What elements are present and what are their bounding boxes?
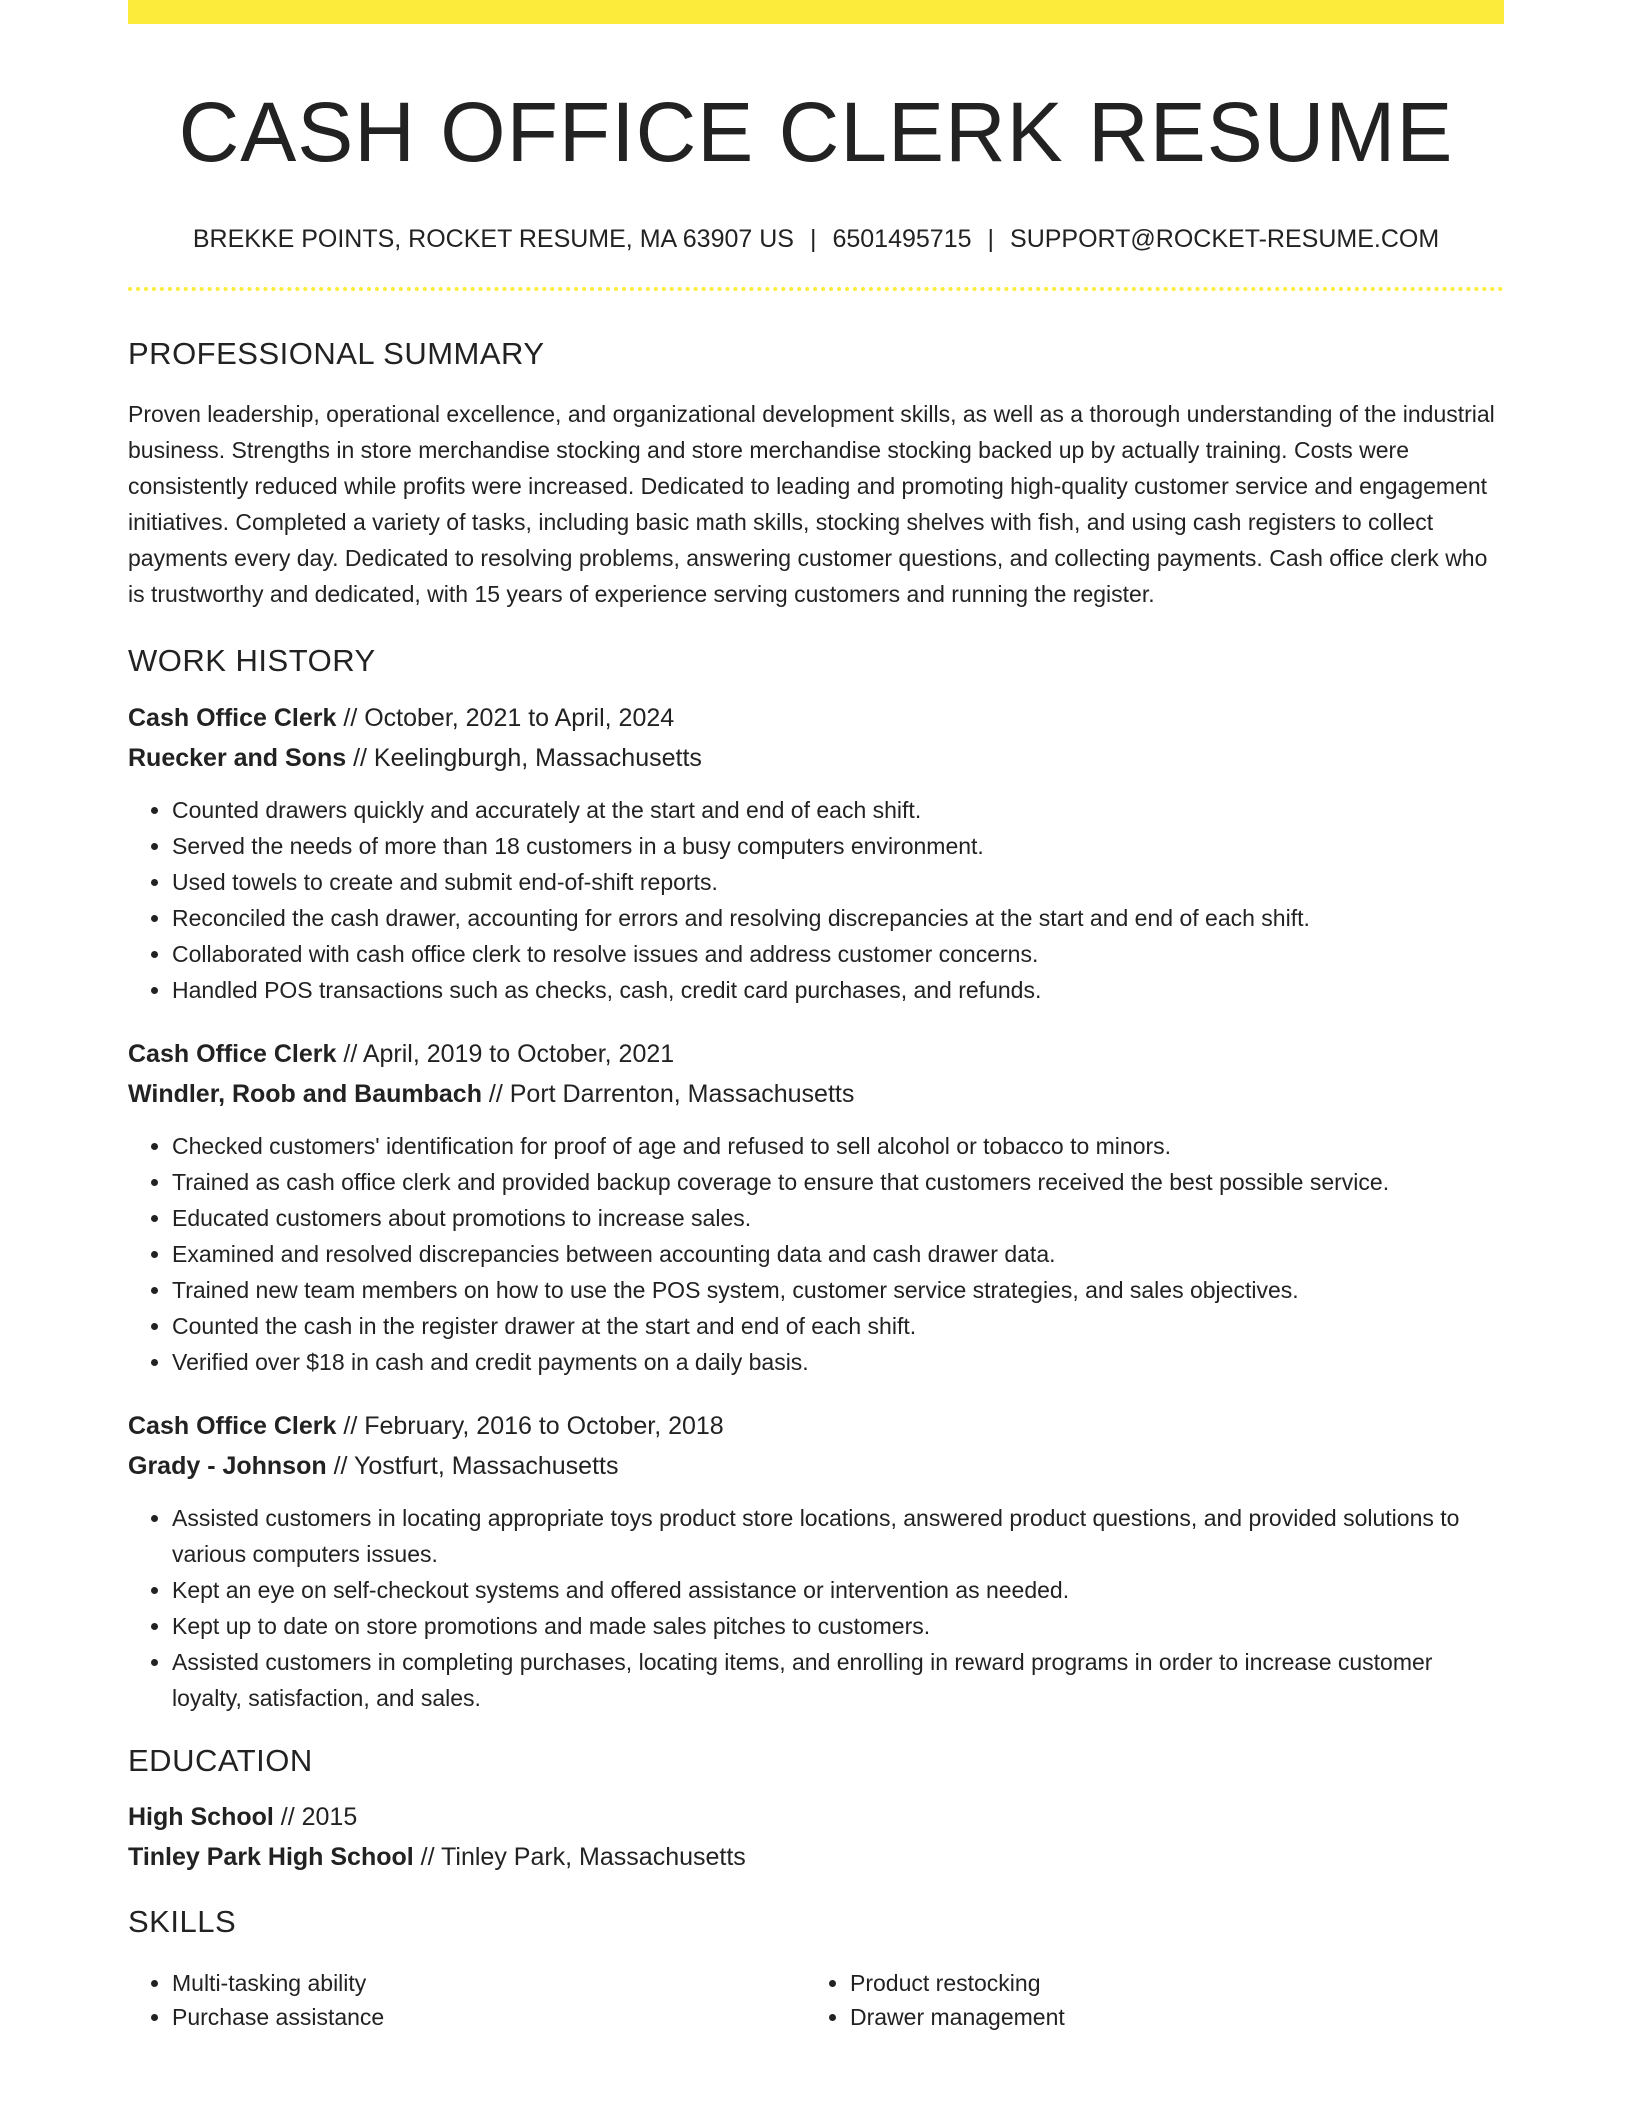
job-dates: // April, 2019 to October, 2021 xyxy=(343,1039,675,1068)
section-title-skills: SKILLS xyxy=(128,1903,237,1939)
list-item: • Counted drawers quickly and accurately at the start and end of each shift. xyxy=(172,792,1504,828)
job-location: // Yostfurt, Massachusetts xyxy=(333,1451,619,1480)
contact-separator: | xyxy=(987,224,995,253)
list-item: • Handled POS transactions such as checks, cash, credit card purchases, and refunds. xyxy=(172,972,1504,1008)
job-company-line xyxy=(128,1446,1504,1486)
job-dates: // February, 2016 to October, 2018 xyxy=(343,1411,724,1440)
list-item: • Checked customers' identification for proof of age and refused to sell alcohol or tobacco to minors. xyxy=(172,1128,1504,1164)
accent-top-bar xyxy=(128,0,1504,24)
skill-item: • Product restocking xyxy=(850,1966,1484,2000)
education-degree-line xyxy=(128,1797,1504,1837)
education-school-line xyxy=(128,1837,1504,1877)
job-role: Cash Office Clerk xyxy=(128,703,337,732)
work-history-list xyxy=(128,698,1504,1716)
job-location: // Port Darrenton, Massachusetts xyxy=(488,1079,855,1108)
job-company: Ruecker and Sons xyxy=(128,743,347,772)
job-company: Windler, Roob and Baumbach xyxy=(128,1079,482,1108)
skills-list xyxy=(128,1966,1504,2034)
job-bullets xyxy=(128,792,1504,1008)
job-role: Cash Office Clerk xyxy=(128,1411,337,1440)
list-item: • Educated customers about promotions to increase sales. xyxy=(172,1200,1504,1236)
job-role: Cash Office Clerk xyxy=(128,1039,337,1068)
list-item: • Kept up to date on store promotions and made sales pitches to customers. xyxy=(172,1608,1504,1644)
job-bullets xyxy=(128,1128,1504,1380)
resume-page xyxy=(128,0,1504,2034)
list-item: • Assisted customers in locating appropriate toys product store locations, answered product questions, and provided solutions to various computers issues. xyxy=(172,1500,1504,1572)
contact-email: SUPPORT@ROCKET-RESUME.COM xyxy=(1010,224,1440,253)
job-dates: // October, 2021 to April, 2024 xyxy=(343,703,675,732)
resume-title: CASH OFFICE CLERK RESUME xyxy=(178,85,1454,179)
dotted-divider xyxy=(128,287,1504,291)
section-title-work-history: WORK HISTORY xyxy=(128,643,376,679)
education-year: // 2015 xyxy=(280,1802,358,1831)
education-school: Tinley Park High School xyxy=(128,1842,414,1871)
job-company-line xyxy=(128,738,1504,778)
job-entry xyxy=(128,698,1504,1008)
section-title-education: EDUCATION xyxy=(128,1742,313,1778)
skills-column-right xyxy=(806,1966,1484,2034)
job-company-line xyxy=(128,1074,1504,1114)
summary-text: Proven leadership, operational excellence, and organizational development skills, as well as a thorough understanding of the industrial business. Strengths in store merchandise stocking and store merchandise stocking backed up by actually training. Costs were consistently reduced while profits were increased. Dedicated to leading and promoting high-quality customer service and engagement initiatives. Completed a variety of tasks, including basic math skills, stocking shelves with fish, and using cash registers to collect payments every day. Dedicated to resolving problems, answering customer questions, and collecting payments. Cash office clerk who is trustworthy and dedicated, with 15 years of experience serving customers and running the register. xyxy=(128,401,1495,608)
list-item: • Kept an eye on self-checkout systems and offered assistance or intervention as needed. xyxy=(172,1572,1504,1608)
section-title-summary: PROFESSIONAL SUMMARY xyxy=(128,336,545,372)
job-bullets xyxy=(128,1500,1504,1716)
skill-item: • Multi-tasking ability xyxy=(172,1966,806,2000)
list-item: • Examined and resolved discrepancies between accounting data and cash drawer data. xyxy=(172,1236,1504,1272)
list-item: • Collaborated with cash office clerk to resolve issues and address customer concerns. xyxy=(172,936,1504,972)
list-item: • Trained new team members on how to use the POS system, customer service strategies, and sales objectives. xyxy=(172,1272,1504,1308)
job-entry xyxy=(128,1034,1504,1380)
job-role-line xyxy=(128,1034,1504,1074)
contact-address: BREKKE POINTS, ROCKET RESUME, MA 63907 US xyxy=(192,224,794,253)
job-company: Grady - Johnson xyxy=(128,1451,327,1480)
list-item: • Used towels to create and submit end-of-shift reports. xyxy=(172,864,1504,900)
list-item: • Counted the cash in the register drawer at the start and end of each shift. xyxy=(172,1308,1504,1344)
list-item: • Reconciled the cash drawer, accounting for errors and resolving discrepancies at the start and end of each shift. xyxy=(172,900,1504,936)
list-item: • Assisted customers in completing purchases, locating items, and enrolling in reward programs in order to increase customer loyalty, satisfaction, and sales. xyxy=(172,1644,1504,1716)
job-location: // Keelingburgh, Massachusetts xyxy=(353,743,702,772)
contact-line xyxy=(128,223,1504,256)
job-entry xyxy=(128,1406,1504,1716)
skill-item: • Drawer management xyxy=(850,2000,1484,2034)
job-role-line xyxy=(128,698,1504,738)
contact-phone: 6501495715 xyxy=(832,224,972,253)
job-role-line xyxy=(128,1406,1504,1446)
education-degree: High School xyxy=(128,1802,274,1831)
education-location: // Tinley Park, Massachusetts xyxy=(420,1842,746,1871)
skill-item: • Purchase assistance xyxy=(172,2000,806,2034)
contact-separator: | xyxy=(809,224,817,253)
skills-column-left xyxy=(128,1966,806,2034)
list-item: • Served the needs of more than 18 customers in a busy computers environment. xyxy=(172,828,1504,864)
list-item: • Trained as cash office clerk and provided backup coverage to ensure that customers received the best possible service. xyxy=(172,1164,1504,1200)
list-item: • Verified over $18 in cash and credit payments on a daily basis. xyxy=(172,1344,1504,1380)
